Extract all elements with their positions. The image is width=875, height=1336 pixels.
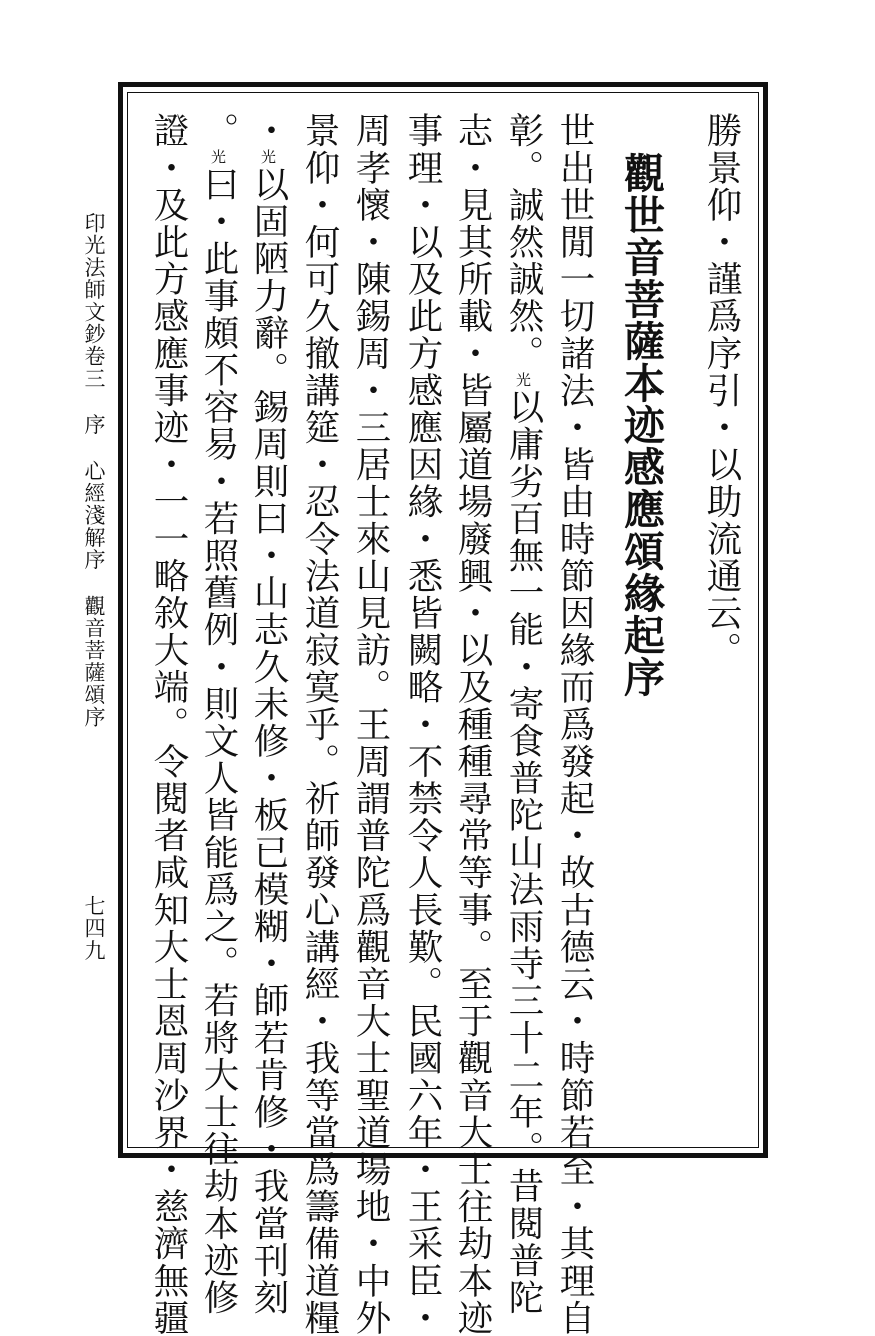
text-column-11: [142, 112, 189, 1336]
page-number-text: 七四九: [82, 895, 106, 962]
column-text: 周孝懷・陳錫周・三居士來山見訪。王周謂普陀爲觀音大士聖道場地・中外: [350, 112, 391, 1336]
page-title: [613, 152, 665, 698]
column-text: 事理・以及此方感應因緣・悉皆闕略・不禁令人長歎。民國六年・王采臣・: [402, 112, 443, 1336]
column-text: 證・及此方感應事迹・一一略敘大端。令閱者咸知大士恩周沙界・慈濟無疆: [148, 112, 189, 1336]
book-title: 印光法師文鈔卷三: [82, 212, 106, 390]
inline-note: 光: [259, 149, 277, 166]
section-label: 序: [82, 413, 106, 436]
column-text: 以庸劣百無一能・寄食普陀山法雨寺三十二年。昔閱普陀: [503, 388, 544, 1316]
column-text: 曰・此事頗不容易・若照舊例・則文人皆能爲之。若將大士往劫本迹修: [198, 165, 239, 1316]
text-column-4: [497, 112, 544, 1316]
text-column-10: [192, 112, 239, 1316]
column-text: 以固陋力辭。錫周則曰・山志久未修・板已模糊・師若肯修・我當刊刻: [248, 165, 289, 1316]
chapter-title-2: 觀音菩薩頌序: [82, 594, 106, 729]
text-column-1: [695, 112, 742, 669]
column-text: 勝景仰・謹爲序引・以助流通云。: [701, 112, 742, 669]
page-number: [78, 895, 104, 962]
text-column-7: [344, 112, 391, 1336]
running-header: [78, 212, 104, 728]
inline-note: 光: [209, 149, 227, 166]
inline-note: 光: [514, 371, 532, 389]
text-column-5: [446, 112, 493, 1336]
column-text: 志・見其所載・皆屬道場廢興・以及種種尋常等事。至于觀音大士往劫本迹: [452, 112, 493, 1336]
column-text: 世出世閒一切諸法・皆由時節因緣而爲發起・故古德云・時節若至・其理自: [554, 112, 595, 1336]
text-column-6: [396, 112, 443, 1336]
text-column-8: [293, 112, 340, 1336]
chapter-title-1: 心經淺解序: [82, 459, 106, 571]
column-text: 景仰・何可久撤講筵・忍令法道寂寞乎。祈師發心講經・我等當爲籌備道糧: [299, 112, 340, 1336]
column-text: 。: [198, 112, 239, 150]
text-column-9: [242, 112, 289, 1316]
column-text: ・: [248, 112, 289, 150]
column-text: 彰。誠然誠然。: [503, 112, 544, 372]
text-column-3: [548, 112, 595, 1336]
title-text: 觀世音菩薩本迹感應頌緣起序: [617, 152, 665, 698]
